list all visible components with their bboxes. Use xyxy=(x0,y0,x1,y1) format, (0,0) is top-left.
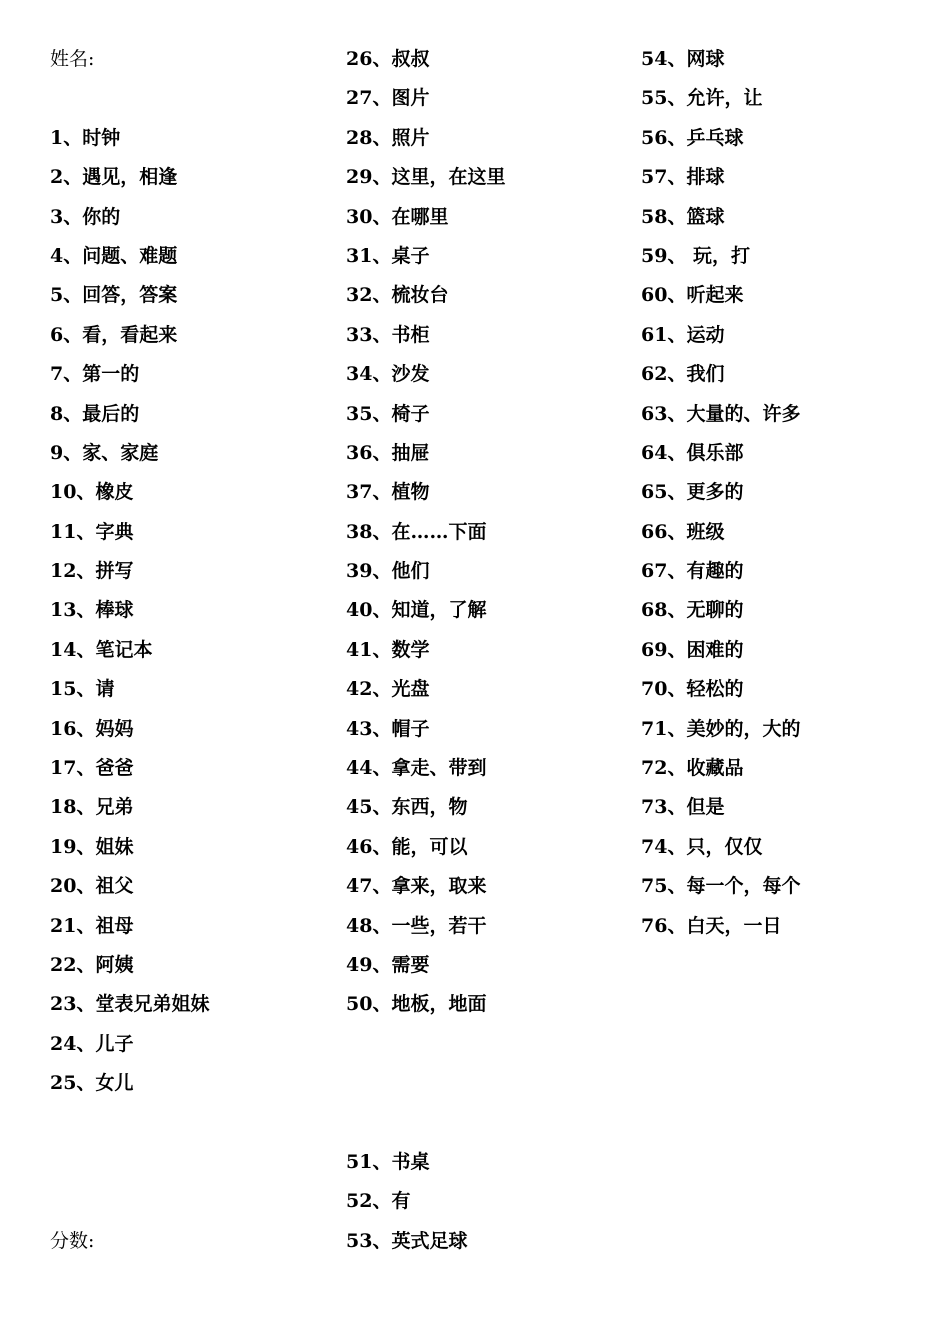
list-item: 3、你的 xyxy=(50,205,121,228)
list-item: 43、帽子 xyxy=(346,717,430,740)
list-item: 58、篮球 xyxy=(641,205,725,228)
list-item: 39、他们 xyxy=(346,560,430,583)
list-item: 71、美妙的，大的 xyxy=(641,717,801,740)
list-item: 63、大量的、许多 xyxy=(641,402,801,425)
list-item: 20、祖父 xyxy=(50,875,134,898)
list-item: 52、有 xyxy=(346,1190,411,1213)
list-item: 21、祖母 xyxy=(50,914,134,937)
list-item: 25、女儿 xyxy=(50,1072,134,1095)
list-item: 57、排球 xyxy=(641,166,725,189)
list-item: 51、书桌 xyxy=(346,1150,430,1173)
list-item: 37、植物 xyxy=(346,481,430,504)
list-item: 64、俱乐部 xyxy=(641,441,744,464)
list-item: 6、看，看起来 xyxy=(50,323,178,346)
word-list-1 xyxy=(50,119,209,1104)
column-2 xyxy=(346,40,505,1261)
list-item: 23、堂表兄弟姐妹 xyxy=(50,993,210,1016)
list-item: 59、 玩，打 xyxy=(641,244,751,267)
name-label: 姓名: xyxy=(50,48,95,70)
list-item: 26、叔叔 xyxy=(346,48,430,70)
spacer xyxy=(346,1025,505,1104)
list-item: 27、图片 xyxy=(346,87,430,110)
list-item: 1、时钟 xyxy=(50,126,121,149)
list-item: 33、书柜 xyxy=(346,323,430,346)
list-item: 32、梳妆台 xyxy=(346,284,449,307)
list-item: 5、回答，答案 xyxy=(50,284,178,307)
list-item: 13、棒球 xyxy=(50,599,134,622)
list-item: 11、字典 xyxy=(50,520,134,543)
list-item: 55、允许，让 xyxy=(641,87,763,110)
list-item: 49、需要 xyxy=(346,953,430,976)
list-item: 50、地板，地面 xyxy=(346,993,487,1016)
list-item: 76、白天，一日 xyxy=(641,914,782,937)
list-item: 22、阿姨 xyxy=(50,953,134,976)
list-item: 36、抽屉 xyxy=(346,441,430,464)
list-item: 29、这里，在这里 xyxy=(346,166,506,189)
list-item: 2、遇见，相逢 xyxy=(50,166,178,189)
list-item: 54、网球 xyxy=(641,48,725,70)
list-item: 69、困难的 xyxy=(641,638,744,661)
spacer xyxy=(346,1104,505,1143)
list-item: 12、拼写 xyxy=(50,560,134,583)
list-item: 45、东西，物 xyxy=(346,796,468,819)
list-item: 72、收藏品 xyxy=(641,757,744,780)
list-item: 66、班级 xyxy=(641,520,725,543)
list-item: 74、只，仅仅 xyxy=(641,835,763,858)
list-item: 28、照片 xyxy=(346,126,430,149)
list-item: 53、英式足球 xyxy=(346,1229,468,1252)
spacer xyxy=(50,1182,209,1221)
list-item: 14、笔记本 xyxy=(50,638,153,661)
spacer xyxy=(50,1104,209,1183)
list-item: 41、数学 xyxy=(346,638,430,661)
list-item: 19、姐妹 xyxy=(50,835,134,858)
word-list-2 xyxy=(346,40,505,1025)
list-item: 31、桌子 xyxy=(346,244,430,267)
list-item: 38、在……下面 xyxy=(346,520,487,543)
list-item: 75、每一个，每个 xyxy=(641,875,801,898)
list-item: 40、知道，了解 xyxy=(346,599,487,622)
list-item: 62、我们 xyxy=(641,363,725,386)
word-list-2-bottom xyxy=(346,1143,505,1261)
list-item: 24、儿子 xyxy=(50,1032,134,1055)
list-item: 8、最后的 xyxy=(50,402,140,425)
list-item: 30、在哪里 xyxy=(346,205,449,228)
list-item: 70、轻松的 xyxy=(641,678,744,701)
list-item: 60、听起来 xyxy=(641,284,744,307)
list-item: 4、问题、难题 xyxy=(50,244,178,267)
column-1 xyxy=(50,40,209,1261)
word-list-3 xyxy=(641,40,800,946)
list-item: 56、乒乓球 xyxy=(641,126,744,149)
list-item: 16、妈妈 xyxy=(50,717,134,740)
list-item: 15、请 xyxy=(50,678,115,701)
list-item: 7、第一的 xyxy=(50,363,140,386)
list-item: 10、橡皮 xyxy=(50,481,134,504)
list-item: 9、家、家庭 xyxy=(50,441,159,464)
list-item: 17、爸爸 xyxy=(50,757,134,780)
list-item: 18、兄弟 xyxy=(50,796,134,819)
score-label: 分数: xyxy=(50,1229,95,1252)
list-item: 34、沙发 xyxy=(346,363,430,386)
list-item: 68、无聊的 xyxy=(641,599,744,622)
spacer xyxy=(50,79,209,118)
list-item: 61、运动 xyxy=(641,323,725,346)
list-item: 73、但是 xyxy=(641,796,725,819)
list-item: 65、更多的 xyxy=(641,481,744,504)
list-item: 44、拿走、带到 xyxy=(346,757,487,780)
list-item: 46、能，可以 xyxy=(346,835,468,858)
list-item: 35、椅子 xyxy=(346,402,430,425)
column-3 xyxy=(641,40,800,946)
list-item: 48、一些，若干 xyxy=(346,914,487,937)
list-item: 42、光盘 xyxy=(346,678,430,701)
list-item: 67、有趣的 xyxy=(641,560,744,583)
list-item: 47、拿来，取来 xyxy=(346,875,487,898)
